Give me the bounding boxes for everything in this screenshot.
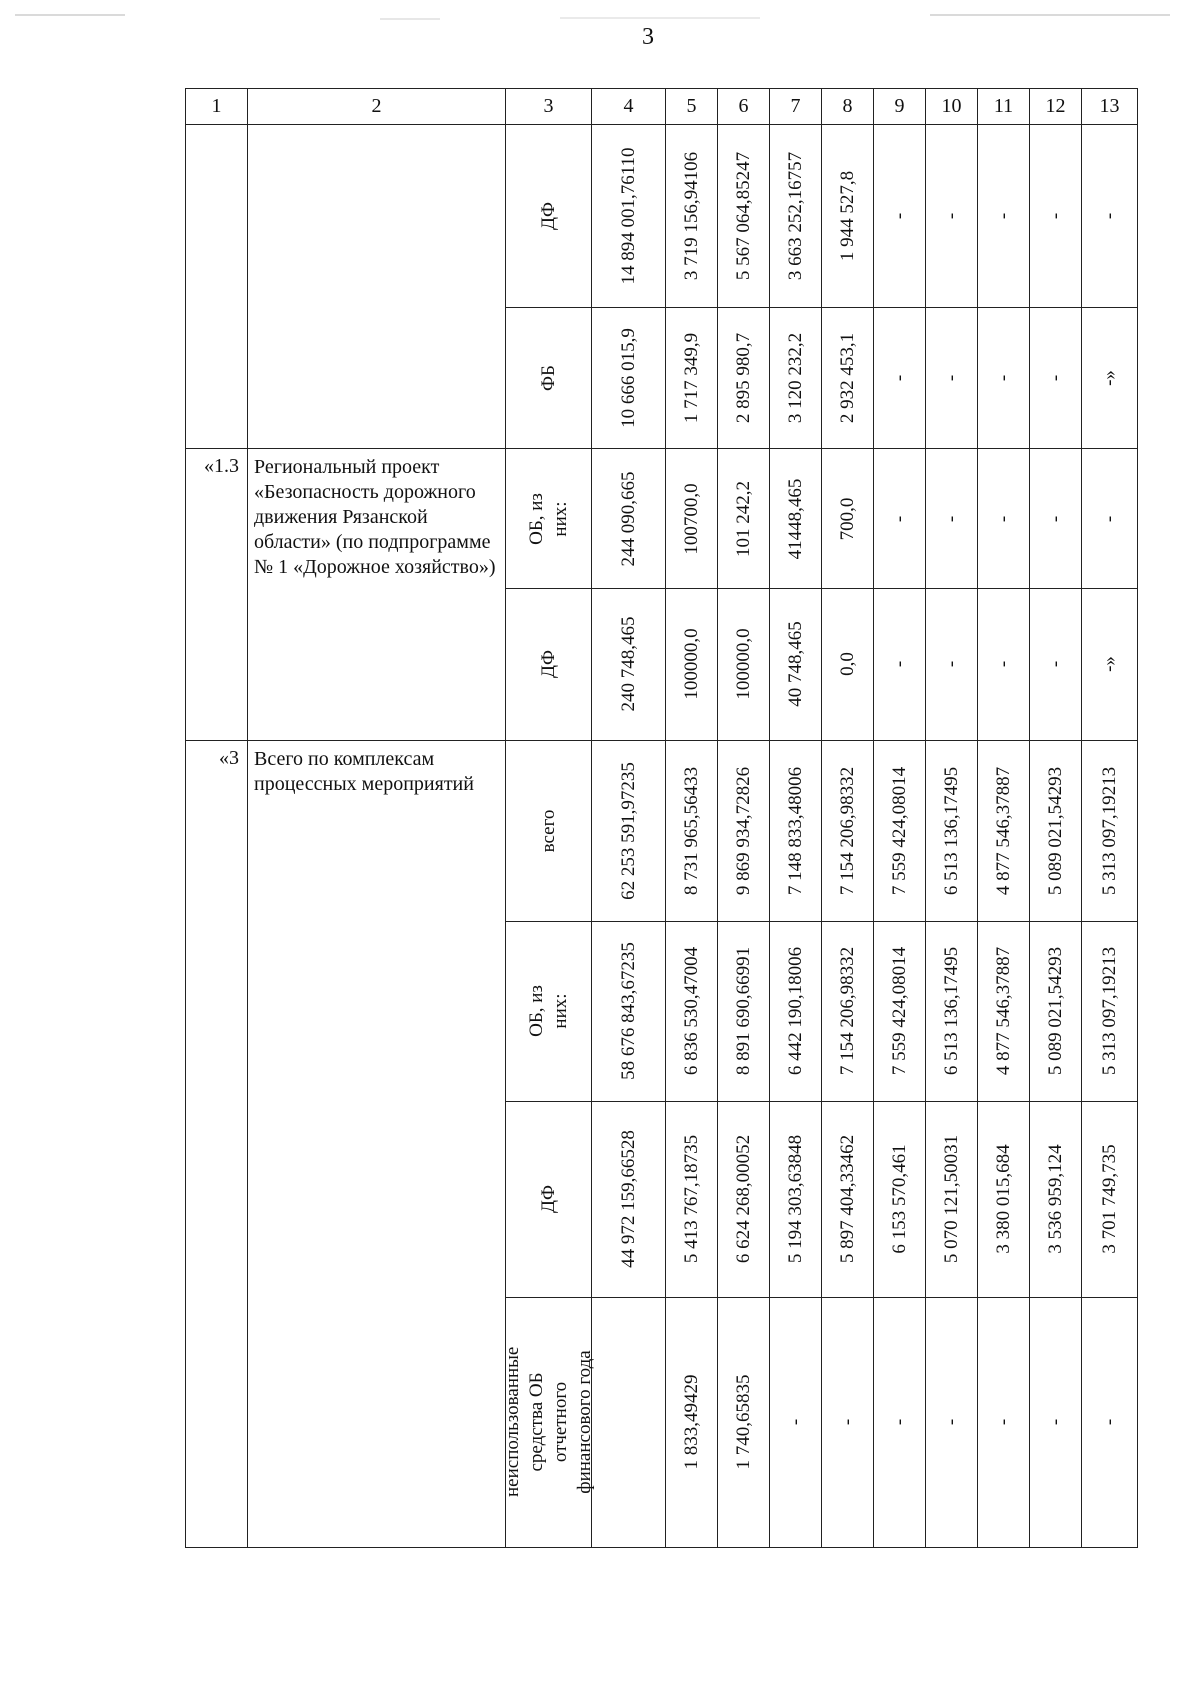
column-number-header: 9 — [874, 89, 926, 125]
column-number-header: 10 — [926, 89, 978, 125]
funding-source-cell — [506, 449, 592, 588]
value-text: 5 194 303,63848 — [784, 1134, 806, 1264]
funding-source-cell — [506, 1101, 592, 1297]
value-text: 44 972 159,66528 — [617, 1130, 639, 1268]
value-cell — [822, 1297, 874, 1548]
funding-source-label: неиспользованные средства ОБ отчетного финансового года — [501, 1346, 595, 1498]
value-cell — [1030, 1297, 1082, 1548]
value-cell — [770, 588, 822, 740]
value-cell — [1082, 921, 1138, 1101]
value-text: 8 891 690,66991 — [732, 947, 754, 1076]
column-number-header: 2 — [248, 89, 506, 125]
value-cell — [592, 1297, 666, 1548]
value-text: 14 894 001,76110 — [617, 147, 639, 285]
value-text: 6 442 190,18006 — [784, 947, 806, 1076]
value-text: 6 153 570,461 — [888, 1144, 910, 1254]
funding-source-cell — [506, 124, 592, 307]
value-cell — [926, 1297, 978, 1548]
value-text: 5 313 097,19213 — [1098, 947, 1120, 1076]
value-cell — [978, 307, 1030, 449]
value-cell — [822, 307, 874, 449]
value-cell — [770, 124, 822, 307]
funding-source-cell — [506, 307, 592, 449]
value-cell — [1082, 307, 1138, 449]
table-row — [186, 449, 1138, 588]
column-number-header: 7 — [770, 89, 822, 125]
value-text: 5 089 021,54293 — [1044, 947, 1066, 1076]
value-cell — [592, 307, 666, 449]
value-cell — [592, 741, 666, 922]
value-cell — [666, 588, 718, 740]
value-cell — [822, 449, 874, 588]
value-cell — [666, 921, 718, 1101]
value-text: 700,0 — [836, 497, 858, 540]
value-text: 100000,0 — [680, 628, 702, 701]
row-number: «3 — [219, 747, 239, 770]
value-cell — [718, 124, 770, 307]
value-text: 40 748,465 — [784, 621, 806, 708]
funding-source-label: ФБ — [537, 365, 559, 392]
value-cell — [978, 449, 1030, 588]
scan-artifact — [560, 17, 760, 19]
value-cell — [770, 1101, 822, 1297]
value-text: - — [1044, 212, 1066, 220]
column-number-header: 11 — [978, 89, 1030, 125]
value-text: 6 513 136,17495 — [940, 947, 962, 1076]
value-text: - — [888, 212, 910, 220]
value-cell — [822, 588, 874, 740]
budget-table-wrap — [185, 88, 1135, 1548]
column-number-header: 12 — [1030, 89, 1082, 125]
funding-source-label: ОБ, из них: — [525, 492, 571, 545]
value-cell — [1030, 741, 1082, 922]
value-text: 5 413 767,18735 — [680, 1134, 702, 1264]
value-text: 2 895 980,7 — [732, 332, 754, 424]
value-cell — [770, 449, 822, 588]
value-cell — [926, 449, 978, 588]
value-cell — [592, 921, 666, 1101]
value-cell — [874, 307, 926, 449]
value-cell — [1082, 1297, 1138, 1548]
value-text: 3 719 156,94106 — [680, 151, 702, 280]
column-number-header: 4 — [592, 89, 666, 125]
value-text: - — [1044, 1419, 1066, 1426]
value-cell — [592, 449, 666, 588]
column-number-header: 1 — [186, 89, 248, 125]
value-cell — [718, 1101, 770, 1297]
value-text: 100700,0 — [680, 482, 702, 555]
value-text: - — [940, 515, 962, 522]
value-text: - — [940, 661, 962, 668]
value-text: 1 717 349,9 — [680, 332, 702, 424]
value-text: 5 567 064,85247 — [732, 151, 754, 280]
value-cell — [822, 741, 874, 922]
value-cell — [874, 1297, 926, 1548]
column-number-header: 5 — [666, 89, 718, 125]
value-text: - — [1098, 515, 1120, 522]
value-text: 1 833,49429 — [680, 1374, 702, 1470]
value-cell — [874, 588, 926, 740]
value-cell — [718, 307, 770, 449]
value-cell — [1030, 124, 1082, 307]
funding-source-cell — [506, 741, 592, 922]
value-text: - — [888, 1419, 910, 1426]
value-cell — [822, 124, 874, 307]
value-cell — [1082, 741, 1138, 922]
value-text: -» — [1098, 370, 1120, 387]
value-text: 4 877 546,37887 — [992, 947, 1014, 1076]
value-cell — [770, 307, 822, 449]
value-cell — [926, 1101, 978, 1297]
value-text: 3 701 749,735 — [1098, 1144, 1120, 1254]
value-text: 3 536 959,124 — [1044, 1144, 1066, 1254]
value-text: 240 748,465 — [617, 616, 639, 712]
value-cell — [718, 449, 770, 588]
value-cell — [874, 1101, 926, 1297]
value-cell — [822, 921, 874, 1101]
value-cell — [1082, 1101, 1138, 1297]
value-text: - — [1044, 515, 1066, 522]
value-cell — [666, 449, 718, 588]
page-number: 3 — [642, 24, 654, 50]
value-cell — [1082, 588, 1138, 740]
funding-source-label: всего — [537, 809, 559, 853]
value-text: 7 154 206,98332 — [836, 947, 858, 1076]
value-text: - — [888, 374, 910, 382]
value-text: 5 313 097,19213 — [1098, 766, 1120, 896]
value-cell — [978, 921, 1030, 1101]
funding-source-label: ДФ — [537, 201, 559, 230]
row-number-cell — [186, 124, 248, 448]
value-text: - — [1098, 1419, 1120, 1426]
value-cell — [978, 588, 1030, 740]
value-text: - — [992, 212, 1014, 220]
value-text: 41448,465 — [784, 478, 806, 559]
value-cell — [874, 741, 926, 922]
value-text: 8 731 965,56433 — [680, 766, 702, 896]
value-text: - — [1098, 212, 1120, 220]
value-text: 4 877 546,37887 — [992, 766, 1014, 896]
value-text: - — [940, 1419, 962, 1426]
value-cell — [926, 588, 978, 740]
value-cell — [770, 741, 822, 922]
value-cell — [770, 921, 822, 1101]
value-text: 7 559 424,08014 — [888, 947, 910, 1076]
value-cell — [666, 1297, 718, 1548]
value-cell — [1030, 921, 1082, 1101]
value-text: 1 740,65835 — [732, 1374, 754, 1470]
value-cell — [592, 124, 666, 307]
row-name-cell — [248, 124, 506, 448]
row-name: Всего по комплексам процессных мероприятий — [254, 748, 474, 796]
scan-artifact — [15, 14, 125, 16]
header-row — [186, 89, 1138, 125]
value-text: 6 624 268,00052 — [732, 1134, 754, 1264]
value-text: 3 380 015,684 — [992, 1144, 1014, 1254]
value-cell — [770, 1297, 822, 1548]
value-text: 6 513 136,17495 — [940, 766, 962, 896]
value-text: - — [992, 374, 1014, 382]
funding-source-label: ОБ, из них: — [525, 985, 571, 1038]
value-cell — [926, 921, 978, 1101]
column-number-header: 6 — [718, 89, 770, 125]
value-text: 7 148 833,48006 — [784, 766, 806, 896]
value-text: 244 090,665 — [617, 471, 639, 567]
value-text: -» — [1098, 656, 1120, 673]
value-text: 3 120 232,2 — [784, 332, 806, 424]
value-text: - — [992, 1419, 1014, 1426]
value-cell — [978, 1297, 1030, 1548]
value-text: - — [1044, 661, 1066, 668]
value-cell — [718, 741, 770, 922]
value-text: 7 559 424,08014 — [888, 766, 910, 896]
value-cell — [874, 449, 926, 588]
value-cell — [1030, 1101, 1082, 1297]
value-text: 62 253 591,97235 — [617, 762, 639, 900]
value-text: - — [992, 661, 1014, 668]
value-cell — [718, 588, 770, 740]
value-text: 0,0 — [836, 652, 858, 677]
value-cell — [978, 741, 1030, 922]
value-cell — [822, 1101, 874, 1297]
row-name: Региональный проект «Безопасность дорожного движения Рязанской области» (по подпрограмме № 1 «Дорожное хозяйство») — [254, 456, 496, 579]
table-row — [186, 741, 1138, 922]
value-text: - — [1044, 374, 1066, 382]
value-text: 1 944 527,8 — [836, 170, 858, 261]
funding-source-cell — [506, 588, 592, 740]
value-text: - — [784, 1419, 806, 1426]
scan-artifact — [380, 18, 440, 20]
value-text: - — [940, 212, 962, 220]
funding-source-cell — [506, 921, 592, 1101]
value-cell — [592, 1101, 666, 1297]
column-number-header: 8 — [822, 89, 874, 125]
column-number-header: 13 — [1082, 89, 1138, 125]
value-cell — [592, 588, 666, 740]
value-cell — [874, 921, 926, 1101]
value-text: 3 663 252,16757 — [784, 151, 806, 280]
table-row — [186, 124, 1138, 307]
row-number-cell — [186, 741, 248, 1548]
value-cell — [666, 1101, 718, 1297]
value-text: 58 676 843,67235 — [617, 942, 639, 1081]
value-cell — [1030, 588, 1082, 740]
value-text: 10 666 015,9 — [617, 328, 639, 428]
value-cell — [1082, 124, 1138, 307]
value-cell — [926, 307, 978, 449]
column-number-header: 3 — [506, 89, 592, 125]
value-cell — [718, 1297, 770, 1548]
funding-source-label: ДФ — [537, 1185, 559, 1213]
value-cell — [874, 124, 926, 307]
row-number: «1.3 — [204, 455, 239, 478]
funding-source-label: ДФ — [537, 650, 559, 679]
budget-table — [185, 88, 1138, 1548]
row-name-cell — [248, 449, 506, 741]
value-text: - — [888, 661, 910, 668]
value-cell — [1030, 307, 1082, 449]
value-cell — [978, 124, 1030, 307]
value-text: 6 836 530,47004 — [680, 947, 702, 1076]
value-cell — [718, 921, 770, 1101]
value-text: 7 154 206,98332 — [836, 766, 858, 896]
value-text: 9 869 934,72826 — [732, 766, 754, 896]
value-text: 101 242,2 — [732, 480, 754, 557]
value-cell — [926, 124, 978, 307]
value-text: 5 089 021,54293 — [1044, 766, 1066, 896]
value-text: - — [888, 515, 910, 522]
value-cell — [978, 1101, 1030, 1297]
value-text: - — [836, 1419, 858, 1426]
value-text: 100000,0 — [732, 628, 754, 701]
value-cell — [926, 741, 978, 922]
value-cell — [1082, 449, 1138, 588]
value-cell — [666, 307, 718, 449]
value-cell — [666, 741, 718, 922]
row-name-cell — [248, 741, 506, 1548]
value-text: 5 897 404,33462 — [836, 1134, 858, 1264]
funding-source-cell — [501, 1297, 595, 1548]
value-text: 5 070 121,50031 — [940, 1134, 962, 1264]
value-cell — [1030, 449, 1082, 588]
value-text: - — [940, 374, 962, 382]
value-cell — [666, 124, 718, 307]
scan-artifact — [930, 14, 1170, 16]
value-text: 2 932 453,1 — [836, 332, 858, 424]
value-text: - — [992, 515, 1014, 522]
row-number-cell — [186, 449, 248, 741]
